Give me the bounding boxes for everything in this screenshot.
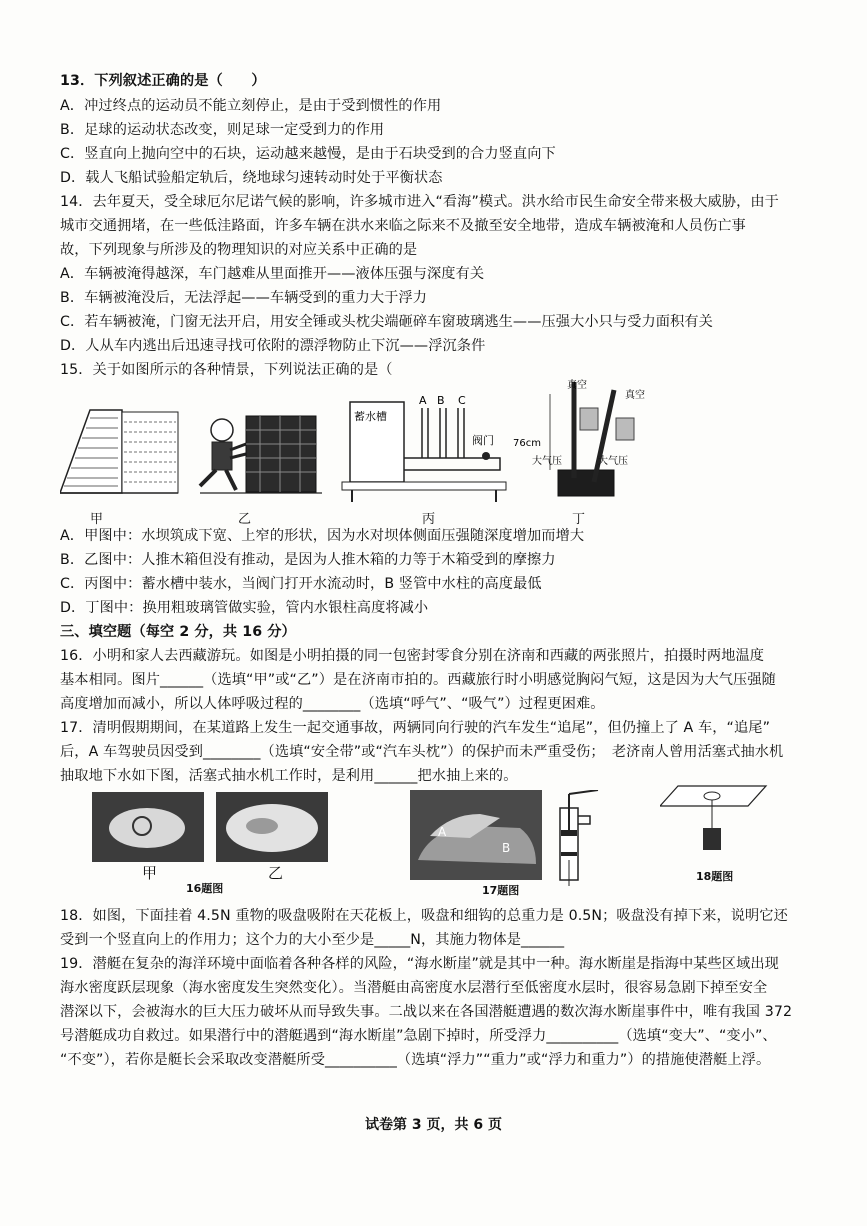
q15-option-c: C．丙图中：蓄水槽中装水，当阀门打开水流动时，B 竖管中水柱的高度最低 — [60, 576, 542, 592]
photo-yi-caption: 乙 — [268, 864, 284, 882]
hanging-weight — [703, 828, 721, 850]
q19-line3: 潜深以下，会被海水的巨大压力破坏从而导致失事。二战以来在各国潜艇遭遇的数次海水断崖事件中，唯有我国 372 — [60, 1004, 793, 1020]
tank-label: 蓄水槽 — [354, 410, 387, 423]
q14-stem-line2: 城市交通拥堵，在一些低洼路面，许多车辆在洪水来临之际来不及撤至安全地带，造成车辆被淹和人员伤亡事 — [60, 218, 746, 234]
q15-option-b: B．乙图中：人推木箱但没有推动，是因为人推木箱的力等于木箱受到的摩擦力 — [60, 552, 556, 568]
q17-line1: 17．清明假期期间，在某道路上发生一起交通事故，两辆同向行驶的汽车发生“追尾”，但仍撞上了 A 车，“追尾” — [60, 720, 771, 736]
fig-bing-caption: 丙 — [422, 512, 436, 527]
q18-line2: 受到一个竖直向上的作用力；这个力的大小至少是_____N，其施力物体是______ — [60, 932, 565, 948]
tube-b-label: B — [437, 394, 445, 407]
q14-stem-line3: 故，下列现象与所涉及的物理知识的对应关系中正确的是 — [60, 242, 418, 258]
q18-line1: 18．如图，下面挂着 4.5N 重物的吸盘吸附在天花板上，吸盘和细钩的总重力是 0.5N；吸盘没有掉下来，说明它还 — [60, 908, 788, 924]
q16-line1: 16．小明和家人去西藏游玩。如图是小明拍摄的同一包密封零食分别在济南和西藏的两张照片，拍摄时两地温度 — [60, 648, 765, 664]
q13-option-c: C．竖直向上抛向空中的石块，运动越来越慢，是由于石块受到的合力竖直向下 — [60, 146, 556, 162]
tube-c-label: C — [458, 394, 466, 407]
q13-option-b: B．足球的运动状态改变，则足球一定受到力的作用 — [60, 122, 385, 138]
q19-line5: “不变”），若你是艇长会采取改变潜艇所受__________（选填“浮力”“重力”或“浮力和重力”）的措施使潜艇上浮。 — [60, 1052, 771, 1068]
q13-stem: 13．下列叙述正确的是（ ） — [60, 73, 266, 89]
tube-a-label: A — [419, 394, 427, 407]
section-3-heading: 三、填空题（每空 2 分，共 16 分） — [60, 624, 296, 640]
barometer-figure — [513, 378, 645, 496]
atm-label-1: 大气压 — [532, 456, 562, 467]
fig-ding-caption: 丁 — [572, 512, 586, 527]
q15-option-d: D．丁图中：换用粗玻璃管做实验，管内水银柱高度将减小 — [60, 600, 429, 616]
q14-option-c: C．若车辆被淹，门窗无法开启，用安全锤或头枕尖端砸碎车窗玻璃逃生——压强大小只与受力面积有关 — [60, 314, 713, 330]
q13-option-d: D．载人飞船试验船定轨后，绕地球匀速转动时处于平衡状态 — [60, 170, 443, 186]
car-b-label: B — [502, 841, 511, 855]
q14-option-d: D．人从车内逃出后迅速寻找可依附的漂浮物防止下沉——浮沉条件 — [60, 338, 486, 354]
q14-stem-line1: 14．去年夏天，受全球厄尔尼诺气候的影响，许多城市进入“看海”模式。洪水给市民生命安全带来极大威胁，由于 — [60, 194, 779, 210]
valve-label: 阀门 — [472, 434, 494, 447]
q15-stem: 15．关于如图所示的各种情景，下列说法正确的是（ — [60, 362, 393, 378]
q17-figures — [410, 790, 610, 890]
q19-line4: 号潜艇成功自救过。如果潜行中的潜艇遇到“海水断崖”急剧下掉时，所受浮力__________（选填“变大”、“变小”、 — [60, 1028, 777, 1044]
fig18-caption: 18题图 — [696, 870, 734, 883]
q14-option-b: B．车辆被淹没后，无法浮起——车辆受到的重力大于浮力 — [60, 290, 428, 306]
dam-figure — [60, 410, 178, 493]
q13-option-a: A．冲过终点的运动员不能立刻停止，是由于受到惯性的作用 — [60, 98, 442, 114]
q15-option-a: A．甲图中：水坝筑成下宽、上窄的形状，因为水对坝体侧面压强随深度增加而增大 — [60, 528, 585, 544]
q19-line1: 19．潜艇在复杂的海洋环境中面临着各种各样的风险，“海水断崖”就是其中一种。海水断崖是指海中某些区域出现 — [60, 956, 779, 972]
q17-line3: 抽取地下水如下图，活塞式抽水机工作时，是利用______把水抽上来的。 — [60, 768, 518, 784]
atm-label-2: 大气压 — [598, 456, 628, 467]
photo-jia-caption: 甲 — [142, 864, 158, 882]
q15-figures — [60, 378, 660, 528]
height-label: 76cm — [513, 438, 541, 449]
q17-line2: 后，A 车驾驶员因受到________（选填“安全带”或“汽车头枕”）的保护而未严重受伤； 老济南人曾用活塞式抽水机 — [60, 744, 784, 760]
vacuum-label-2: 真空 — [625, 390, 645, 401]
push-box-figure — [200, 416, 322, 493]
vacuum-label-1: 真空 — [567, 380, 587, 391]
q14-option-a: A．车辆被淹得越深，车门越难从里面推开——液体压强与深度有关 — [60, 266, 485, 282]
fig-jia-caption: 甲 — [90, 512, 104, 527]
car-a-label: A — [438, 825, 447, 839]
q19-line2: 海水密度跃层现象（海水密度发生突然变化）。当潜艇由高密度水层潜行至低密度水层时，很容易急剧下掉至安全 — [60, 980, 768, 996]
fig16-caption: 16题图 — [186, 882, 224, 895]
piston-pump — [560, 790, 598, 886]
fig17-caption: 17题图 — [482, 884, 520, 897]
water-tank-figure — [342, 394, 506, 502]
q16-line3: 高度增加而减小，所以人体呼吸过程的________（选填“呼气”、“吸气”）过程更困难。 — [60, 696, 605, 712]
q18-figure — [660, 782, 770, 862]
fig-yi-caption: 乙 — [238, 512, 252, 527]
q16-line2: 基本相同。图片______（选填“甲”或“乙”）是在济南市拍的。西藏旅行时小明感觉胸闷气短，这是因为大气压强随 — [60, 672, 776, 688]
q16-figures — [92, 792, 332, 892]
page-footer: 试卷第 3 页，共 6 页 — [365, 1117, 502, 1133]
